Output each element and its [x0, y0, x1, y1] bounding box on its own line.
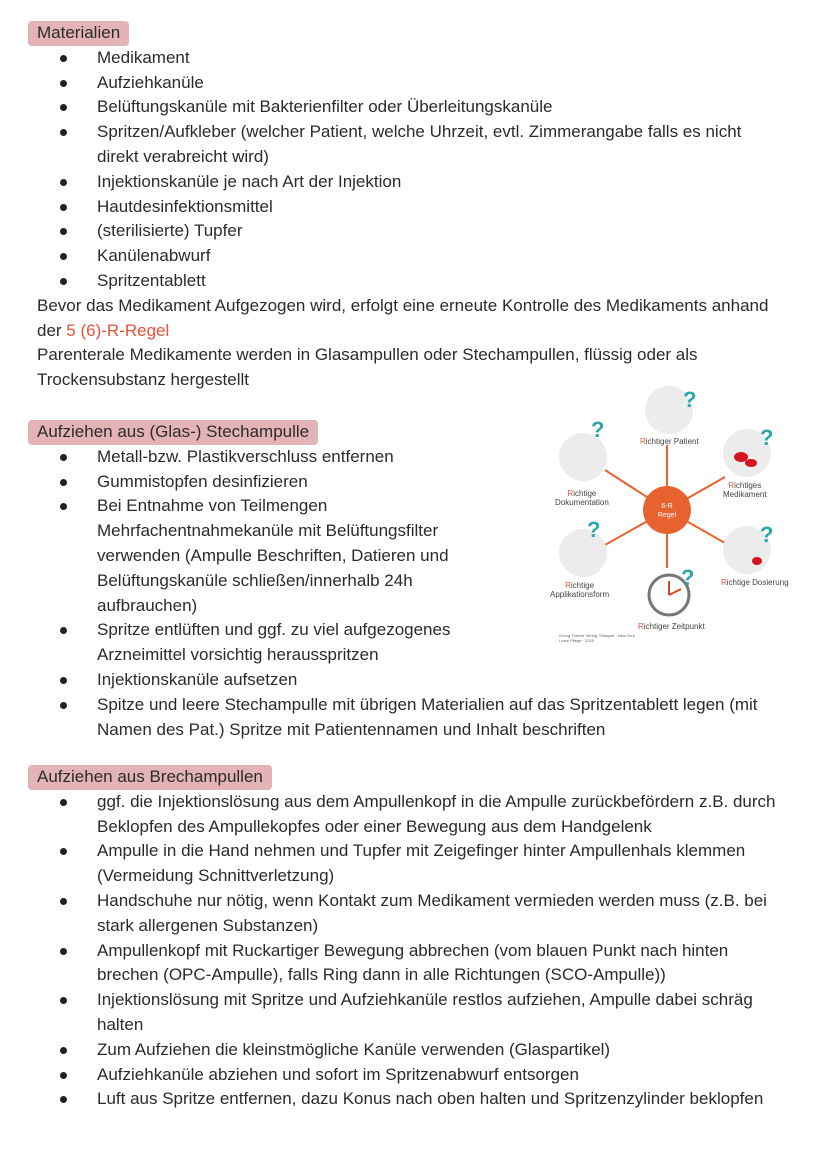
list-item: Handschuhe nur nötig, wenn Kontakt zum Medikament vermieden werden muss (z.B. bei stark allergenen Substanzen)	[0, 889, 787, 939]
r-regel-link[interactable]: 5 (6)-R-Regel	[66, 320, 170, 340]
label-richtiger-zeitpunkt: Richtiger Zeitpunkt	[638, 622, 705, 631]
list-item: Injektionskanüle je nach Art der Injektion	[0, 170, 787, 195]
list-item: Metall-bzw. Plastikverschluss entfernen	[0, 445, 787, 470]
label-richtiger-patient: Richtiger Patient	[640, 437, 699, 446]
svg-text:?: ?	[760, 522, 774, 547]
svg-text:?: ?	[591, 417, 605, 442]
list-item: ggf. die Injektionslösung aus dem Ampullenkopf in die Ampulle zurückbefördern z.B. durch Beklopfen des Ampullekopfes oder einer Bewegung aus dem Handgelenk	[0, 790, 787, 840]
center-label: 6-R	[661, 503, 673, 510]
section-heading: Aufziehen aus (Glas-) Stechampulle	[28, 420, 318, 445]
control-paragraph	[0, 294, 777, 344]
list-item: Spritzentablett	[0, 269, 787, 294]
diagram-graphic	[545, 385, 785, 655]
list-item: Aufziehkanüle abziehen und sofort im Spritzenabwurf entsorgen	[0, 1063, 787, 1088]
section-brechampullen	[0, 765, 828, 1112]
list-item: (sterilisierte) Tupfer	[0, 219, 787, 244]
list-item: Bei Entnahme von Teilmengen Mehrfachentnahmekanüle mit Belüftungsfilter verwenden (Ampulle Beschriften, Datieren und Belüftungskanüle schließen/innerhalb 24h aufbrauchen)	[0, 494, 487, 618]
list-item: Spritzen/Aufkleber (welcher Patient, welche Uhrzeit, evtl. Zimmerangabe falls es nicht direkt verabreicht wird)	[0, 120, 787, 170]
brech-list	[0, 790, 828, 1112]
list-item: Injektionskanüle aufsetzen	[0, 668, 787, 693]
list-item: Luft aus Spritze entfernen, dazu Konus nach oben halten und Spritzenzylinder beklopfen	[0, 1087, 787, 1112]
section-materialien	[0, 21, 828, 393]
svg-text:?: ?	[681, 565, 695, 590]
list-item: Gummistopfen desinfizieren	[0, 470, 787, 495]
svg-text:?: ?	[683, 387, 697, 412]
list-item: Aufziehkanüle	[0, 71, 787, 96]
list-item: Ampulle in die Hand nehmen und Tupfer mit Zeigefinger hinter Ampullenhals klemmen (Vermeidung Schnittverletzung)	[0, 839, 787, 889]
publisher-credit: Georg Thieme Verlag, Stuttgart · New York I care Pflege · 2015	[559, 633, 635, 643]
svg-text:?: ?	[760, 425, 774, 450]
paragraph-text: Bevor das Medikament Aufgezogen wird, erfolgt eine erneute Kontrolle des Medikaments anhand der	[37, 295, 769, 340]
svg-text:?: ?	[587, 517, 601, 542]
list-item: Spitze und leere Stechampulle mit übrigen Materialien auf das Spritzentablett legen (mit Namen des Pat.) Spritze mit Patientennamen und Inhalt beschriften	[0, 693, 787, 743]
list-item: Spritze entlüften und ggf. zu viel aufgezogenes Arzneimittel vorsichtig herausspritzen	[0, 618, 487, 668]
list-item: Injektionslösung mit Spritze und Aufziehkanüle restlos aufziehen, Ampulle dabei schräg halten	[0, 988, 787, 1038]
label-richtige-dosierung: Richtige Dosierung	[721, 578, 789, 587]
section-heading: Aufziehen aus Brechampullen	[28, 765, 272, 790]
label-richtige-applikationsform: Richtige Applikationsform	[550, 581, 610, 599]
parenteral-paragraph: Parenterale Medikamente werden in Glasampullen oder Stechampullen, flüssig oder als Trockensubstanz hergestellt	[37, 345, 698, 390]
list-item: Kanülenabwurf	[0, 244, 787, 269]
center-circle	[643, 486, 691, 534]
label-richtige-dokumentation: Richtige Dokumentation	[555, 489, 609, 507]
list-item: Belüftungskanüle mit Bakterienfilter oder Überleitungskanüle	[0, 95, 787, 120]
list-item: Hautdesinfektionsmittel	[0, 195, 787, 220]
list-item: Zum Aufziehen die kleinstmögliche Kanüle verwenden (Glaspartikel)	[0, 1038, 787, 1063]
six-r-rule-diagram	[545, 385, 789, 655]
list-item: Ampullenkopf mit Ruckartiger Bewegung abbrechen (vom blauen Punkt nach hinten brechen (OPC-Ampulle), falls Ring dann in alle Richtungen (SCO-Ampulle))	[0, 939, 787, 989]
list-item: Medikament	[0, 46, 787, 71]
materialien-list	[0, 46, 828, 294]
section-heading: Materialien	[28, 21, 129, 46]
label-richtiges-medikament: Richtiges Medikament	[723, 481, 767, 499]
center-label: Regel	[657, 512, 677, 519]
